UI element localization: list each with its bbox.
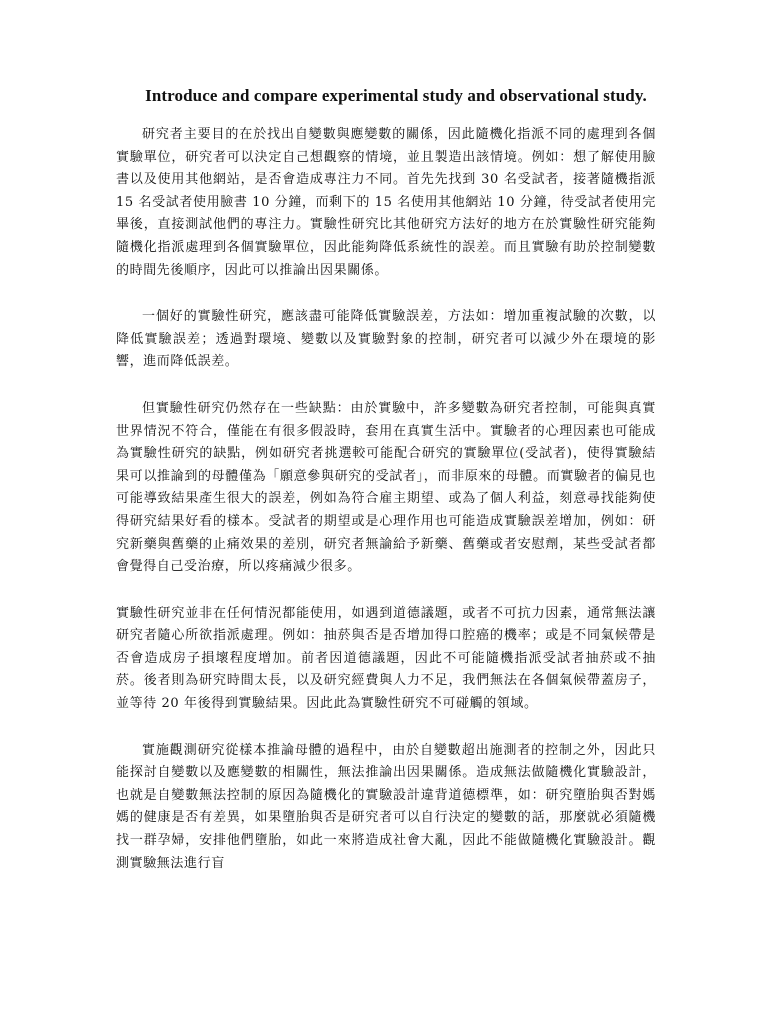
paragraph-experimental-purpose: 研究者主要目的在於找出自變數與應變數的關係，因此隨機化指派不同的處理到各個實驗單位，研究者可以決定自己想觀察的情境，並且製造出該情境。例如：想了解使用臉書以及使用其他網站，是否會造成專注力不同。首先先找到 30 名受試者，接著隨機指派 15 名受試者使用臉書 10 分鐘，而剩下的 15 名使用其他網站 10 分鐘，待受試者使用完畢後，直接測試他們的專注力。實驗性研究比其他研究方法好的地方在於實驗性研究能夠隨機化指派處理到各個實驗單位，因此能夠降低系統性的誤差。而且實驗有助於控制變數的時間先後順序，因此可以推論出因果關係。: [116, 127, 656, 278]
paragraph-experimental-drawbacks: 但實驗性研究仍然存在一些缺點：由於實驗中，許多變數為研究者控制，可能與真實世界情況不符合，僅能在有很多假設時，套用在真實生活中。實驗者的心理因素也可能成為實驗性研究的缺點，例如研究者挑選較可能配合研究的實驗單位(受試者)，使得實驗結果可以推論到的母體僅為「願意參與研究的受試者」，而非原來的母體。而實驗者的偏見也可能導致結果產生很大的誤差，例如為符合雇主期望、或為了個人利益，刻意尋找能夠使得研究結果好看的樣本。受試者的期望或是心理作用也可能造成實驗誤差增加，例如：研究新藥與舊藥的止痛效果的差別，研究者無論給予新藥、舊藥或者安慰劑，某些受試者都會覺得自己受治療，所以疼痛減少很多。: [116, 400, 656, 575]
paragraph-observational-study: 實施觀測研究從樣本推論母體的過程中，由於自變數超出施測者的控制之外，因此只能探討自變數以及應變數的相關性，無法推論出因果關係。造成無法做隨機化實驗設計，也就是自變數無法控制的原因為隨機化的實驗設計違背道德標準，如：研究墮胎與否對媽媽的健康是否有差異，如果墮胎與否是研究者可以自行決定的變數的話，那麼就必須隨機找一群孕婦，安排他們墮胎，如此一來將造成社會大亂，因此不能做隨機化實驗設計。觀測實驗無法進行盲: [116, 742, 656, 871]
paragraph-experimental-limits: 實驗性研究並非在任何情況都能使用，如遇到道德議題，或者不可抗力因素，通常無法讓研究者隨心所欲指派處理。例如：抽菸與否是否增加得口腔癌的機率；或是不同氣候帶是否會造成房子損壞程度增加。前者因道德議題，因此不可能隨機指派受試者抽菸或不抽菸。後者則為研究時間太長，以及研究經費與人力不足，我們無法在各個氣候帶蓋房子，並等待 20 年後得到實驗結果。因此此為實驗性研究不可碰觸的領域。: [116, 605, 656, 712]
paragraph-reduce-error: 一個好的實驗性研究，應該盡可能降低實驗誤差，方法如：增加重複試驗的次數，以降低實驗誤差；透過對環境、變數以及實驗對象的控制，研究者可以減少外在環境的影響，進而降低誤差。: [116, 309, 656, 370]
document-title: Introduce and compare experimental study and observational study.: [145, 86, 647, 105]
